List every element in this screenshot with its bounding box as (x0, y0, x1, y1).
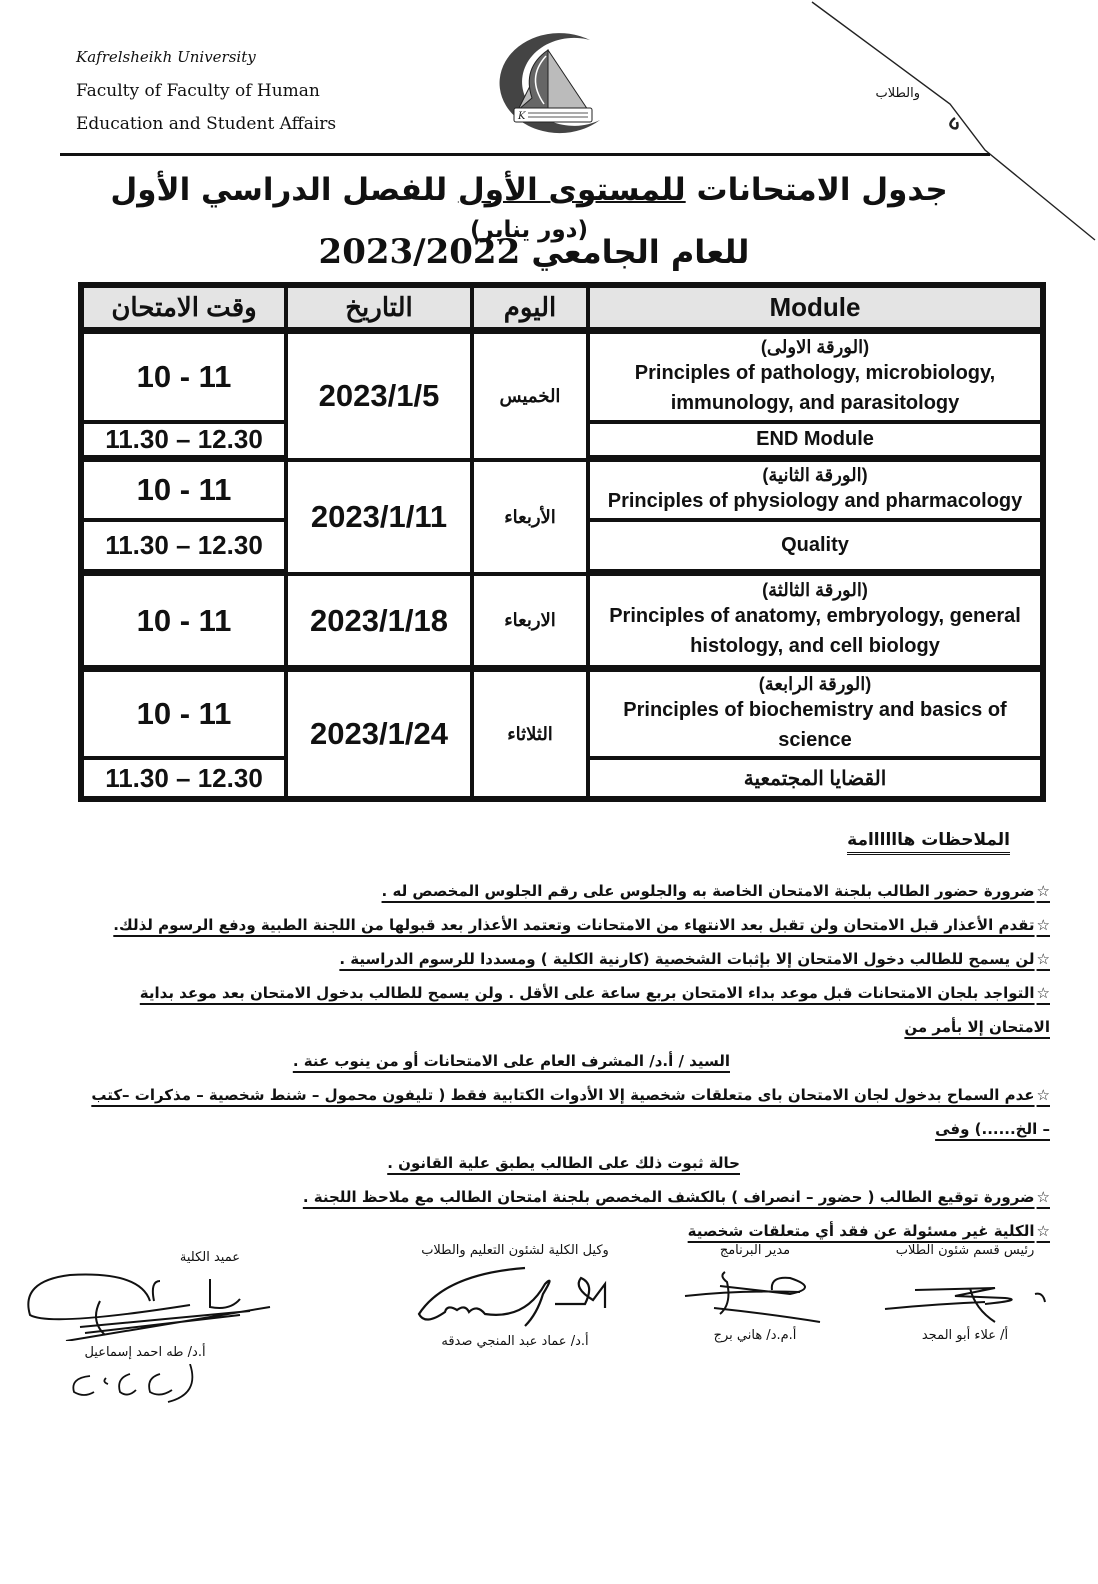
paper-label: (الورقة الثالثة) (762, 580, 868, 600)
table-header-row (82, 286, 1042, 332)
sub-module-cell: Quality (588, 520, 1042, 574)
exam-date: 2023/1/5 (286, 332, 472, 460)
module-cell (588, 332, 1042, 422)
star-icon: ☆ (1036, 1222, 1050, 1240)
handwritten-signature (875, 1264, 1055, 1324)
time-main: 10 - 11 (82, 332, 286, 422)
exam-date: 2023/1/18 (286, 574, 472, 670)
signature-name: أ.م.د/ هاني برج (713, 1328, 797, 1343)
star-icon: ☆ (1036, 916, 1050, 934)
note-item: ☆تقدم الأعذار قبل الامتحان ولن تقبل بعد الانتهاء من الامتحانات وتعتمد الأعذار بعد قبولها من اللجنة الطبية ودفع الرسوم لذلك. (113, 916, 1050, 934)
signature-role: عميد الكلية (179, 1250, 240, 1265)
signature-name: أ.د/ عماد عبد المنجي صدقه (441, 1334, 589, 1349)
signature-role: وكيل الكلية لشئون التعليم والطلاب (421, 1243, 609, 1258)
signature-role: رئيس قسم شئون الطلاب (895, 1243, 1035, 1258)
university-name: Kafrelsheikh University (76, 48, 256, 66)
document-subtitle (250, 232, 818, 272)
title-part-1: جدول الامتحانات (685, 172, 948, 208)
signature-block-vice-dean (395, 1243, 635, 1349)
exam-date: 2023/1/11 (286, 460, 472, 574)
table-row (82, 574, 1042, 670)
star-icon: ☆ (1036, 984, 1050, 1002)
module-title: Principles of anatomy, embryology, general histology, and cell biology (609, 605, 1021, 657)
handwritten-flourish (60, 1364, 200, 1404)
paper-label: (الورقة الاولى) (760, 336, 870, 357)
time-sub: 11.30 – 12.30 (82, 520, 286, 574)
note-item: ☆لن يسمح للطالب دخول الامتحان إلا بإثبات الشخصية (كارنية الكلية ) ومسددا للرسوم الدراسية . (339, 950, 1050, 968)
svg-text:K: K (518, 111, 526, 122)
star-icon: ☆ (1036, 1188, 1050, 1206)
handwritten-signature (10, 1271, 280, 1341)
header-module: Module (588, 286, 1042, 332)
note-item: ☆الكلية غير مسئولة عن فقد أي متعلقات شخصية (687, 1222, 1050, 1240)
header-day: اليوم (472, 286, 588, 332)
exam-date: 2023/1/24 (286, 670, 472, 798)
subtitle-text: للعام الجامعي (520, 233, 750, 271)
module-cell (588, 574, 1042, 670)
header-right-fragment: والطلاب (875, 86, 920, 101)
sub-module-cell: END Module (588, 422, 1042, 460)
time-main: 10 - 11 (82, 670, 286, 758)
note-item: ☆ضرورة توقيع الطالب ( حضور – انصراف ) بالكشف المخصص بلجنة امتحان الطالب مع ملاحظ اللجنة . (302, 1188, 1050, 1206)
university-header (76, 48, 336, 141)
signature-name: أ/ علاء أبو المجد (921, 1328, 1009, 1343)
handwritten-signature (405, 1264, 625, 1330)
module-title: Principles of physiology and pharmacology (607, 489, 1023, 512)
time-sub: 11.30 – 12.30 (82, 422, 286, 460)
table-row (82, 332, 1042, 422)
notes-title: الملاحظات هاااااامة (847, 830, 1010, 855)
title-session: (دور يناير) (470, 217, 588, 244)
note-item: ☆التواجد بلجان الامتحانات قبل موعد بداء الامتحان بربع ساعة على الأقل . ولن يسمح للطالب بدخول الامتحان بعد موعد بداية الامتحان إلا بأمر من السيد / أ.د/ المشرف العام على الامتحانات أو من ينوب عنة . (85, 976, 1050, 1078)
header-time: وقت الامتحان (82, 286, 286, 332)
paper-label: (الورقة الرابعة) (758, 673, 872, 694)
signature-block-program-director (680, 1243, 830, 1343)
title-level: للمستوى الأول (457, 172, 686, 208)
module-title: Principles of pathology, microbiology, immunology, and parasitology (634, 361, 996, 414)
table-row (82, 460, 1042, 520)
note-continuation: السيد / أ.د/ المشرف العام على الامتحانات أو من ينوب عنة . (292, 1052, 730, 1070)
table-row (82, 670, 1042, 758)
header-divider (60, 153, 990, 156)
time-sub: 11.30 – 12.30 (82, 758, 286, 798)
exam-day: الاربعاء (472, 574, 588, 670)
university-logo (470, 28, 620, 138)
star-icon: ☆ (1036, 882, 1050, 900)
handwritten-signature (680, 1264, 830, 1324)
signature-name: أ.د/ طه احمد إسماعيل (84, 1345, 206, 1360)
star-icon: ☆ (1036, 950, 1050, 968)
exam-schedule-table (78, 282, 1046, 802)
signature-block-student-affairs (870, 1243, 1060, 1343)
note-continuation: حالة ثبوت ذلك على الطالب يطبق علية القانون . (387, 1154, 740, 1172)
note-item: ☆عدم السماح بدخول لجان الامتحان باى متعلقات شخصية إلا الأدوات الكتابية فقط ( تليفون محمول – شنط شخصية – مذكرات –كتب – الخ......) وفى حالة ثبوت ذلك على الطالب يطبق علية القانون . (85, 1078, 1050, 1180)
paper-label: (الورقة الثانية) (762, 464, 868, 485)
signature-block-dean (10, 1250, 280, 1404)
module-title: Principles of biochemistry and basics of science (623, 698, 1007, 751)
exam-day: الثلاثاء (472, 670, 588, 798)
note-item: ☆ضرورة حضور الطالب بلجنة الامتحان الخاصة به والجلوس على رقم الجلوس المخصص له . (381, 882, 1050, 900)
time-main: 10 - 11 (82, 574, 286, 670)
module-cell (588, 460, 1042, 520)
time-main: 10 - 11 (82, 460, 286, 520)
academic-year: 2023/2022 (318, 232, 521, 272)
notes-list (85, 874, 1050, 1248)
sub-module-cell: القضايا المجتمعية (588, 758, 1042, 798)
signature-role: مدير البرنامج (719, 1243, 791, 1258)
header-date: التاريخ (286, 286, 472, 332)
exam-day: الخميس (472, 332, 588, 460)
star-icon: ☆ (1036, 1086, 1050, 1104)
module-cell (588, 670, 1042, 758)
faculty-line-2: Education and Student Affairs (76, 114, 337, 134)
faculty-line-1: Faculty of Faculty of Human (76, 81, 320, 101)
exam-day: الأربعاء (472, 460, 588, 574)
title-part-3: للفصل الدراسي الأول (110, 172, 458, 208)
